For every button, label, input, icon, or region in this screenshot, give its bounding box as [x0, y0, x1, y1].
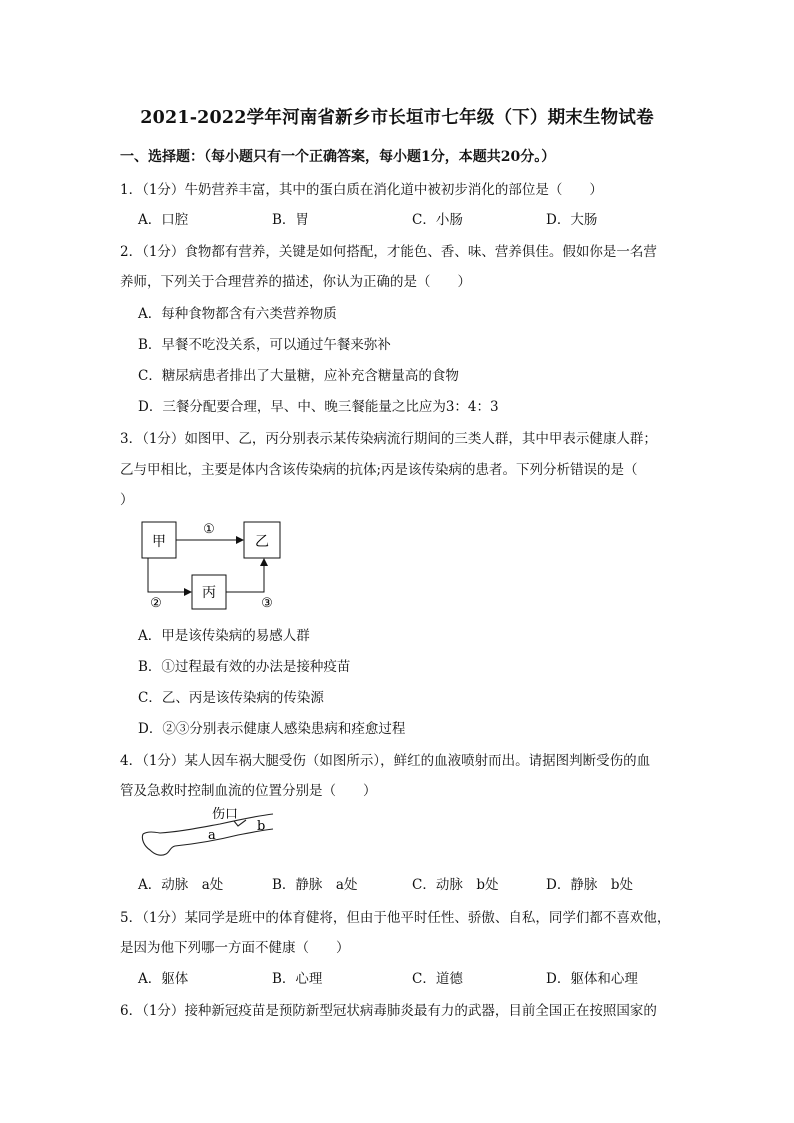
option-c: C．乙、丙是该传染病的传染源 [138, 690, 324, 706]
arrow-2 [148, 558, 191, 592]
option-b: B．早餐不吃没关系，可以通过午餐来弥补 [138, 337, 391, 353]
option-d: D．大肠 [546, 212, 598, 228]
option-a: A．每种食物都含有六类营养物质 [138, 306, 337, 322]
question-number: 1．（1分） [120, 182, 185, 198]
option-a: A．动脉 a处 [138, 877, 224, 893]
question-4 [120, 749, 650, 769]
point-b-label: b [257, 819, 266, 834]
option-b: B．①过程最有效的办法是接种疫苗 [138, 659, 351, 675]
question-text: 某同学是班中的体育健将，但由于他平时任性、骄傲、自私，同学们都不喜欢他， [184, 910, 671, 926]
question-number: 6．（1分） [120, 1003, 185, 1019]
question-text: 食物都有营养，关键是如何搭配，才能色、香、味、营养俱佳。假如你是一名营 [184, 244, 657, 260]
option-b: B．心理 [272, 971, 323, 987]
option-b: B．静脉 a处 [272, 877, 358, 893]
question-text-continued: 乙与甲相比，主要是体内含该传染病的抗体;丙是该传染病的患者。下列分析错误的是（ [120, 462, 638, 478]
question-text: 接种新冠疫苗是预防新型冠状病毒肺炎最有力的武器，目前全国正在按照国家的 [184, 1003, 657, 1019]
option-c: C．小肠 [412, 212, 463, 228]
wound-label: 伤口 [212, 807, 239, 822]
page-title: 2021-2022学年河南省新乡市长垣市七年级（下）期末生物试卷 [140, 108, 654, 128]
question-5 [120, 906, 670, 926]
question-6 [120, 999, 657, 1019]
question-text-continued: 是因为他下列哪一方面不健康（ ） [120, 940, 350, 956]
point-a-label: a [208, 828, 216, 843]
option-a: A．口腔 [138, 212, 189, 228]
box-c-label: 丙 [202, 585, 216, 601]
arrow-3 [226, 559, 264, 592]
option-a: A．甲是该传染病的易感人群 [138, 628, 310, 644]
question-3 [120, 427, 657, 447]
box-b-label: 乙 [255, 534, 269, 550]
arrow-3-label: ③ [261, 596, 273, 611]
question-text-continued: ） [120, 492, 134, 508]
arrow-2-label: ② [150, 596, 162, 611]
question-1 [120, 178, 603, 198]
question-number: 5．（1分） [120, 910, 185, 926]
question-text-continued: 管及急救时控制血流的位置分别是（ ） [120, 783, 377, 799]
question-text: 如图甲、乙，丙分别表示某传染病流行期间的三类人群，其中甲表示健康人群； [184, 431, 657, 447]
question-number: 3．（1分） [120, 431, 185, 447]
question-2 [120, 240, 657, 260]
option-d: D．②③分别表示健康人感染患病和痊愈过程 [138, 721, 406, 737]
section-heading: 一、选择题：（每小题只有一个正确答案，每小题1分，本题共20分。） [120, 149, 556, 165]
question-number: 4．（1分） [120, 753, 185, 769]
option-a: A．躯体 [138, 971, 189, 987]
question-text: 某人因车祸大腿受伤（如图所示），鲜红的血液喷射而出。请据图判断受伤的血 [184, 753, 651, 769]
question-number: 2．（1分） [120, 244, 185, 260]
option-c: C．糖尿病患者排出了大量糖，应补充含糖量高的食物 [138, 368, 459, 384]
option-d: D．三餐分配要合理，早、中、晚三餐能量之比应为3：4：3 [138, 399, 499, 415]
question-text: 牛奶营养丰富，其中的蛋白质在消化道中被初步消化的部位是（ ） [184, 182, 603, 198]
question-text-continued: 养师，下列关于合理营养的描述，你认为正确的是（ ） [120, 274, 471, 290]
option-b: B．胃 [272, 212, 309, 228]
arrow-1-label: ① [203, 522, 215, 537]
leg-figure [138, 802, 278, 864]
population-diagram [136, 515, 296, 615]
option-d: D．躯体和心理 [546, 971, 638, 987]
box-a-label: 甲 [152, 534, 166, 550]
option-c: C．道德 [412, 971, 463, 987]
option-c: C．动脉 b处 [412, 877, 499, 893]
option-d: D．静脉 b处 [546, 877, 633, 893]
